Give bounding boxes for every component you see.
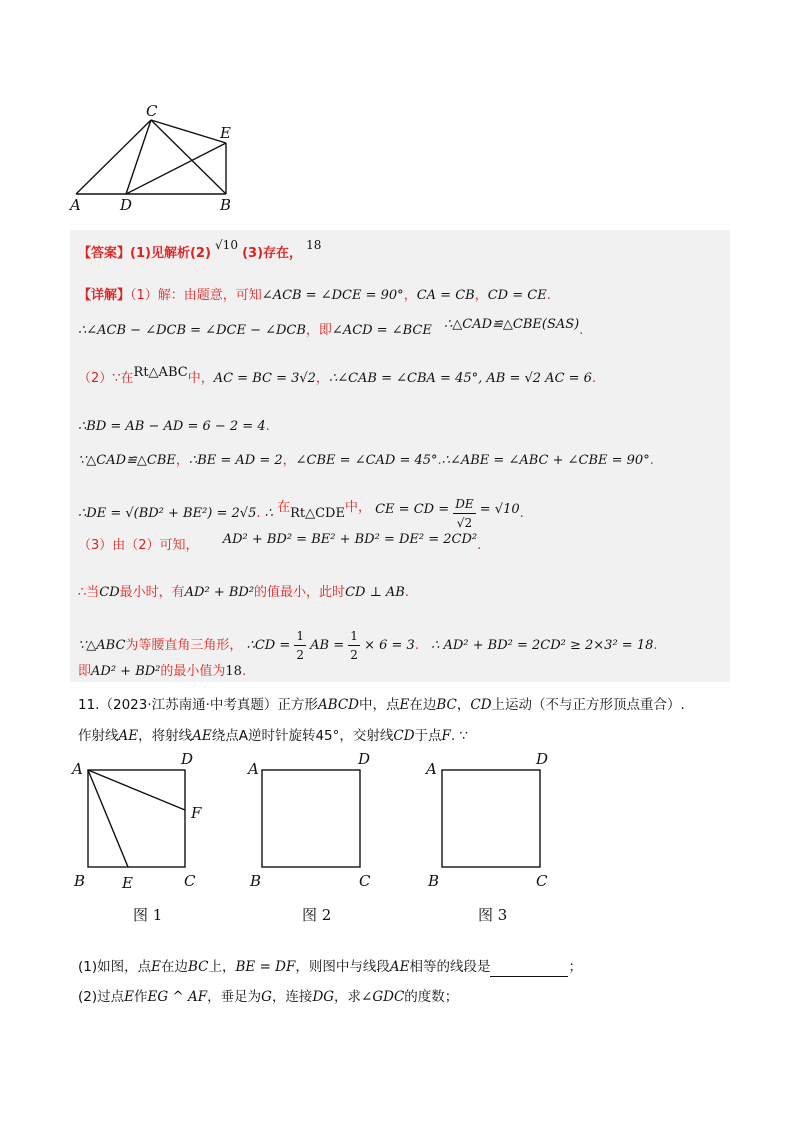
fraction-half-1: $\frac{1}{2}$ [296,629,305,662]
square-figure-1 [68,752,218,892]
fig1-label-b: B [74,872,86,890]
detail-line-4: ∴BD = AB − AD = 6 − 2 = 4. [78,419,270,434]
detail-line-8: ∴当CD最小时，有AD² + BD²的值最小，此时CD ⊥ AB. [78,585,410,600]
fig2-label-c: C [359,872,371,890]
fig1-label-a: A [72,760,83,778]
label-c: C [146,102,158,120]
detail-line-1: 【详解】（1）解：由题意，可知∠ACB = ∠DCE = 90°，CA = CB，CD = CE. [78,288,551,303]
fig2-label-b: B [250,872,262,890]
fig3-label-d: D [536,752,549,768]
fig2-label-a: A [248,760,259,778]
fig-caption-3: 图 3 [478,906,508,924]
fig3-label-a: A [426,760,437,778]
answer-line: 【答案】(1)见解析(2) √10 (3)存在， 18 [78,238,322,261]
fig1-label-f: F [191,804,202,822]
fig1-label-e: E [122,874,133,892]
detail-line-7: （3）由（2）可知， AD² + BD² = BE² + BD² = DE² = 2CD². [78,532,482,553]
detail-line-3: （2）∵在Rt△ABC中，AC = BC = 3√2，∴∠CAB = ∠CBA = 45°, AB = √2 AC = 6. [78,365,597,386]
subquestion-2: (2)过点E作EG ^ AF，垂足为G，连接DG，求∠GDC的度数； [78,989,459,1005]
answer-tag: 【答案】 [78,246,131,261]
detail-line-2: ∴∠ACB − ∠DCB = ∠DCE − ∠DCB，即∠ACD = ∠BCE ∴△CAD≌△CBE(SAS). [78,317,584,338]
detail-line-6: ∴DE = √(BD² + BE²) = 2√5. ∴ 在Rt△CDE中， CE = CD = $\frac{DE}{√2}$ = √10. [78,497,524,530]
square-figure-3 [424,752,564,892]
label-e: E [220,124,231,142]
fig3-label-c: C [536,872,548,890]
fig1-label-d: D [181,752,194,768]
label-b: B [220,196,232,213]
fraction-half-2: $\frac{1}{2}$ [350,629,358,662]
question-line-1: 11.（2023·江苏南通·中考真题）正方形ABCD中，点E在边BC，CD上运动（不与正方形顶点重合）. [78,697,685,713]
subquestion-1: (1)如图，点E在边BC上，BE = DF，则图中与线段AE相等的线段是 ； [78,959,582,975]
fraction-de-sqrt2: $\frac{DE}{√2}$ [455,497,474,530]
fig1-label-c: C [184,872,196,890]
detail-line-5: ∵△CAD≌△CBE，∴BE = AD = 2，∠CBE = ∠CAD = 45°.∴∠ABE = ∠ABC + ∠CBE = 90°. [78,453,654,468]
fig3-label-b: B [428,872,440,890]
triangle-figure [60,98,250,213]
fig-caption-2: 图 2 [302,906,332,924]
square-figure-2 [246,752,386,892]
label-a: A [70,196,81,213]
detail-line-9: ∵△ABC为等腰直角三角形， ∴CD = $\frac{1}{2}$ AB = $\frac{1}{2}$ × 6 = 3. ∴ AD² + BD² = 2CD² ≥ 2×3² = 18. [78,629,658,662]
question-number: 11. [78,697,100,713]
label-d: D [120,196,133,213]
fig-caption-1: 图 1 [133,906,163,924]
question-line-2: 作射线AE，将射线AE绕点A逆时针旋转45°，交射线CD于点F. ∵ [78,728,469,744]
fig2-label-d: D [358,752,371,768]
answer-blank[interactable] [490,962,568,977]
detail-line-10: 即AD² + BD²的最小值为18. [78,664,247,679]
